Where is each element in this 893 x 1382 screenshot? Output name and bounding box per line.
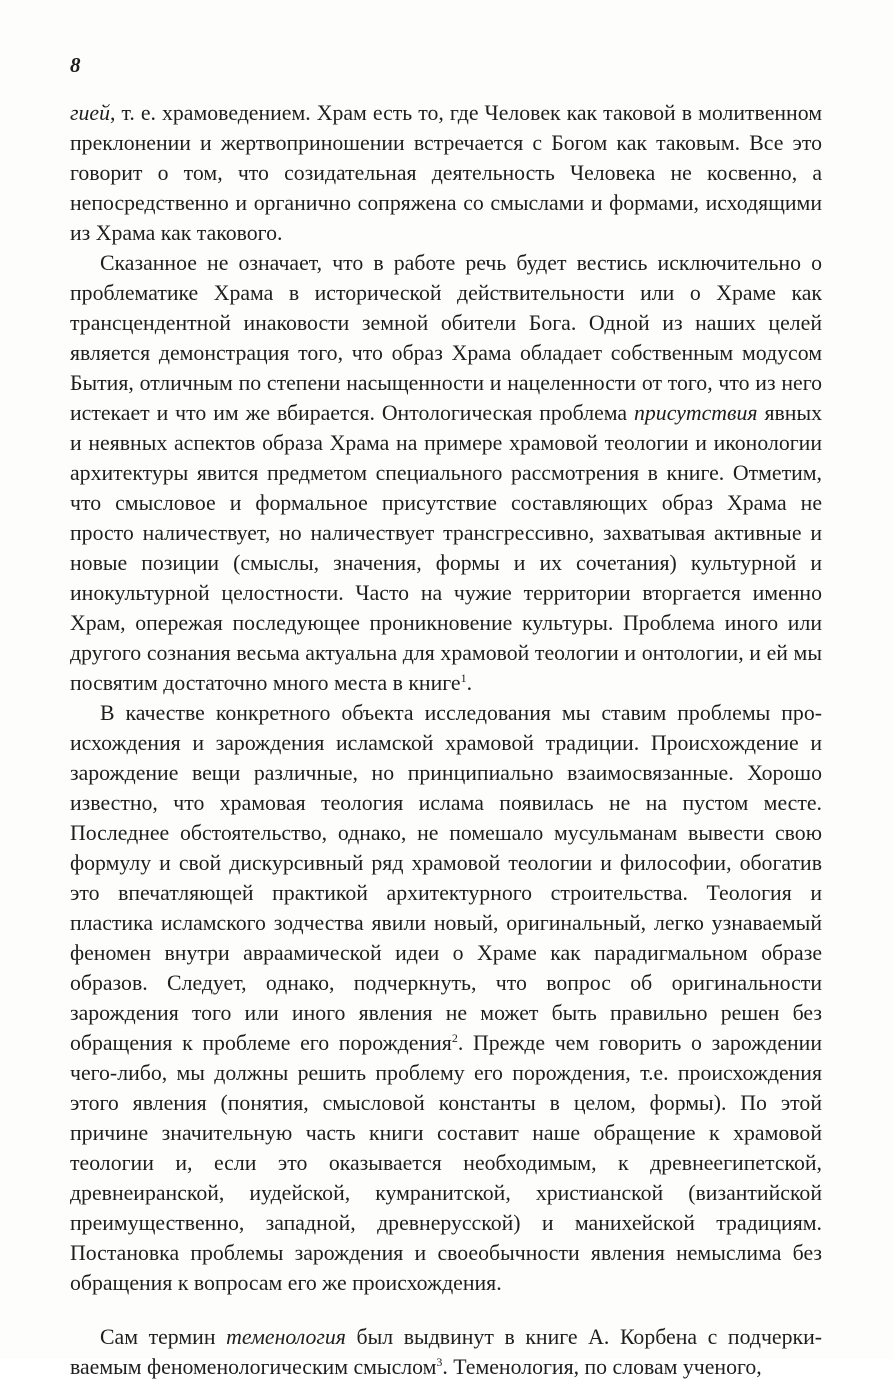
paragraph [70,248,822,698]
text-segment: гией [70,101,110,125]
footnote-ref-3: 3 [436,1355,443,1369]
text-segment: , т. е. храмоведением. Храм есть то, где Человек как таковой в молитвенном преклонении и жертвоприношении встречается с Богом как таковым. Все это говорит о том, что созидательная деятельность Человека не косвенно, а непосредственно и органично сопряжена со смыслами и формами, исходящими из Храма как такового. [70,101,822,245]
page-number: 8 [70,53,81,77]
text-segment: . [466,671,473,695]
text-segment: . Теменология, по словам ученого, [442,1355,762,1379]
text-segment: . Прежде чем говорить о зарождении чего-либо, мы должны решить проблему его порождения, т.е. происхождения этого явления (понятия, смысловой константы в целом, формы). По этой причине значительную часть книги составит наше обращение к храмовой теологии и, если это оказывается необходимым, к древнеегипетской, древнеиранской, иудейской, кумранитской, христианской (византийской преимущественно, западной, древнерусской) и манихейской традициям. Постановка проблемы зарождения и своеобычности явления немыслима без обращения к вопросам его же происхождения. [70,1031,823,1295]
paragraph [70,698,822,1298]
footnote-ref-1: 1 [460,671,467,685]
footnote-ref-2: 2 [451,1031,458,1045]
text-segment: теменология [226,1325,346,1349]
text-segment: Сам термин [100,1325,227,1349]
text-segment: явных и неявных аспектов образа Храма на примере храмовой теологии и иконологии архитектуры явится предметом специального рассмотрения в книге. Отметим, что смысловое и формальное присутствие составляющих образ Храма не просто наличествует, но наличествует трансгрессивно, захватывая активные и новые позиции (смыслы, значения, формы и их сочетания) культурной и инокультурной целостности. Часто на чужие территории вторгается именно Храм, опережая последующее проникновение культуры. Проблема иного или другого сознания весьма актуальна для храмовой теологии и онтологии, и ей мы посвятим достаточно много места в книге [70,401,822,695]
text-segment: был выдвинут в книге А. Корбена с подчеркиваемым феноменологическим смыслом [70,1325,823,1379]
body-text [70,98,822,1382]
text-segment: Сказанное не означает, что в работе речь будет вестись исключительно о проблематике Храма в исторической действительности или о Храме как трансцендентной инаковости земной обители Бога. Одной из наших целей является демонстрация того, что образ Храма обладает собственным модусом Бытия, отличным по степени насыщенности и нацеленности от того, что из него истекает и что им же вбирается. Онтологическая проблема [70,251,822,425]
paragraph [70,1322,822,1382]
text-segment: В качестве конкретного объекта исследования мы ставим проблемы происхождения и зарождения исламской храмовой традиции. Происхождение и зарождение вещи различные, но принципиально взаимосвязанные. Хорошо известно, что храмовая теология ислама появилась не на пустом месте. Последнее обстоятельство, однако, не помешало мусульманам вывести свою формулу и свой дискурсивный ряд храмовой теологии и философии, обогатив это впечатляющей практикой архитектурного строительства. Теология и пластика исламского зодчества явили новый, оригинальный, легко узнаваемый феномен внутри авраамической идеи о Храме как парадигмальном образе образов. Следует, однако, подчеркнуть, что вопрос об оригинальности зарождения того или иного явления не может быть правильно решен без обращения к проблеме его порождения [70,701,822,1055]
text-segment: присутствия [634,401,758,425]
paragraph [70,98,822,248]
